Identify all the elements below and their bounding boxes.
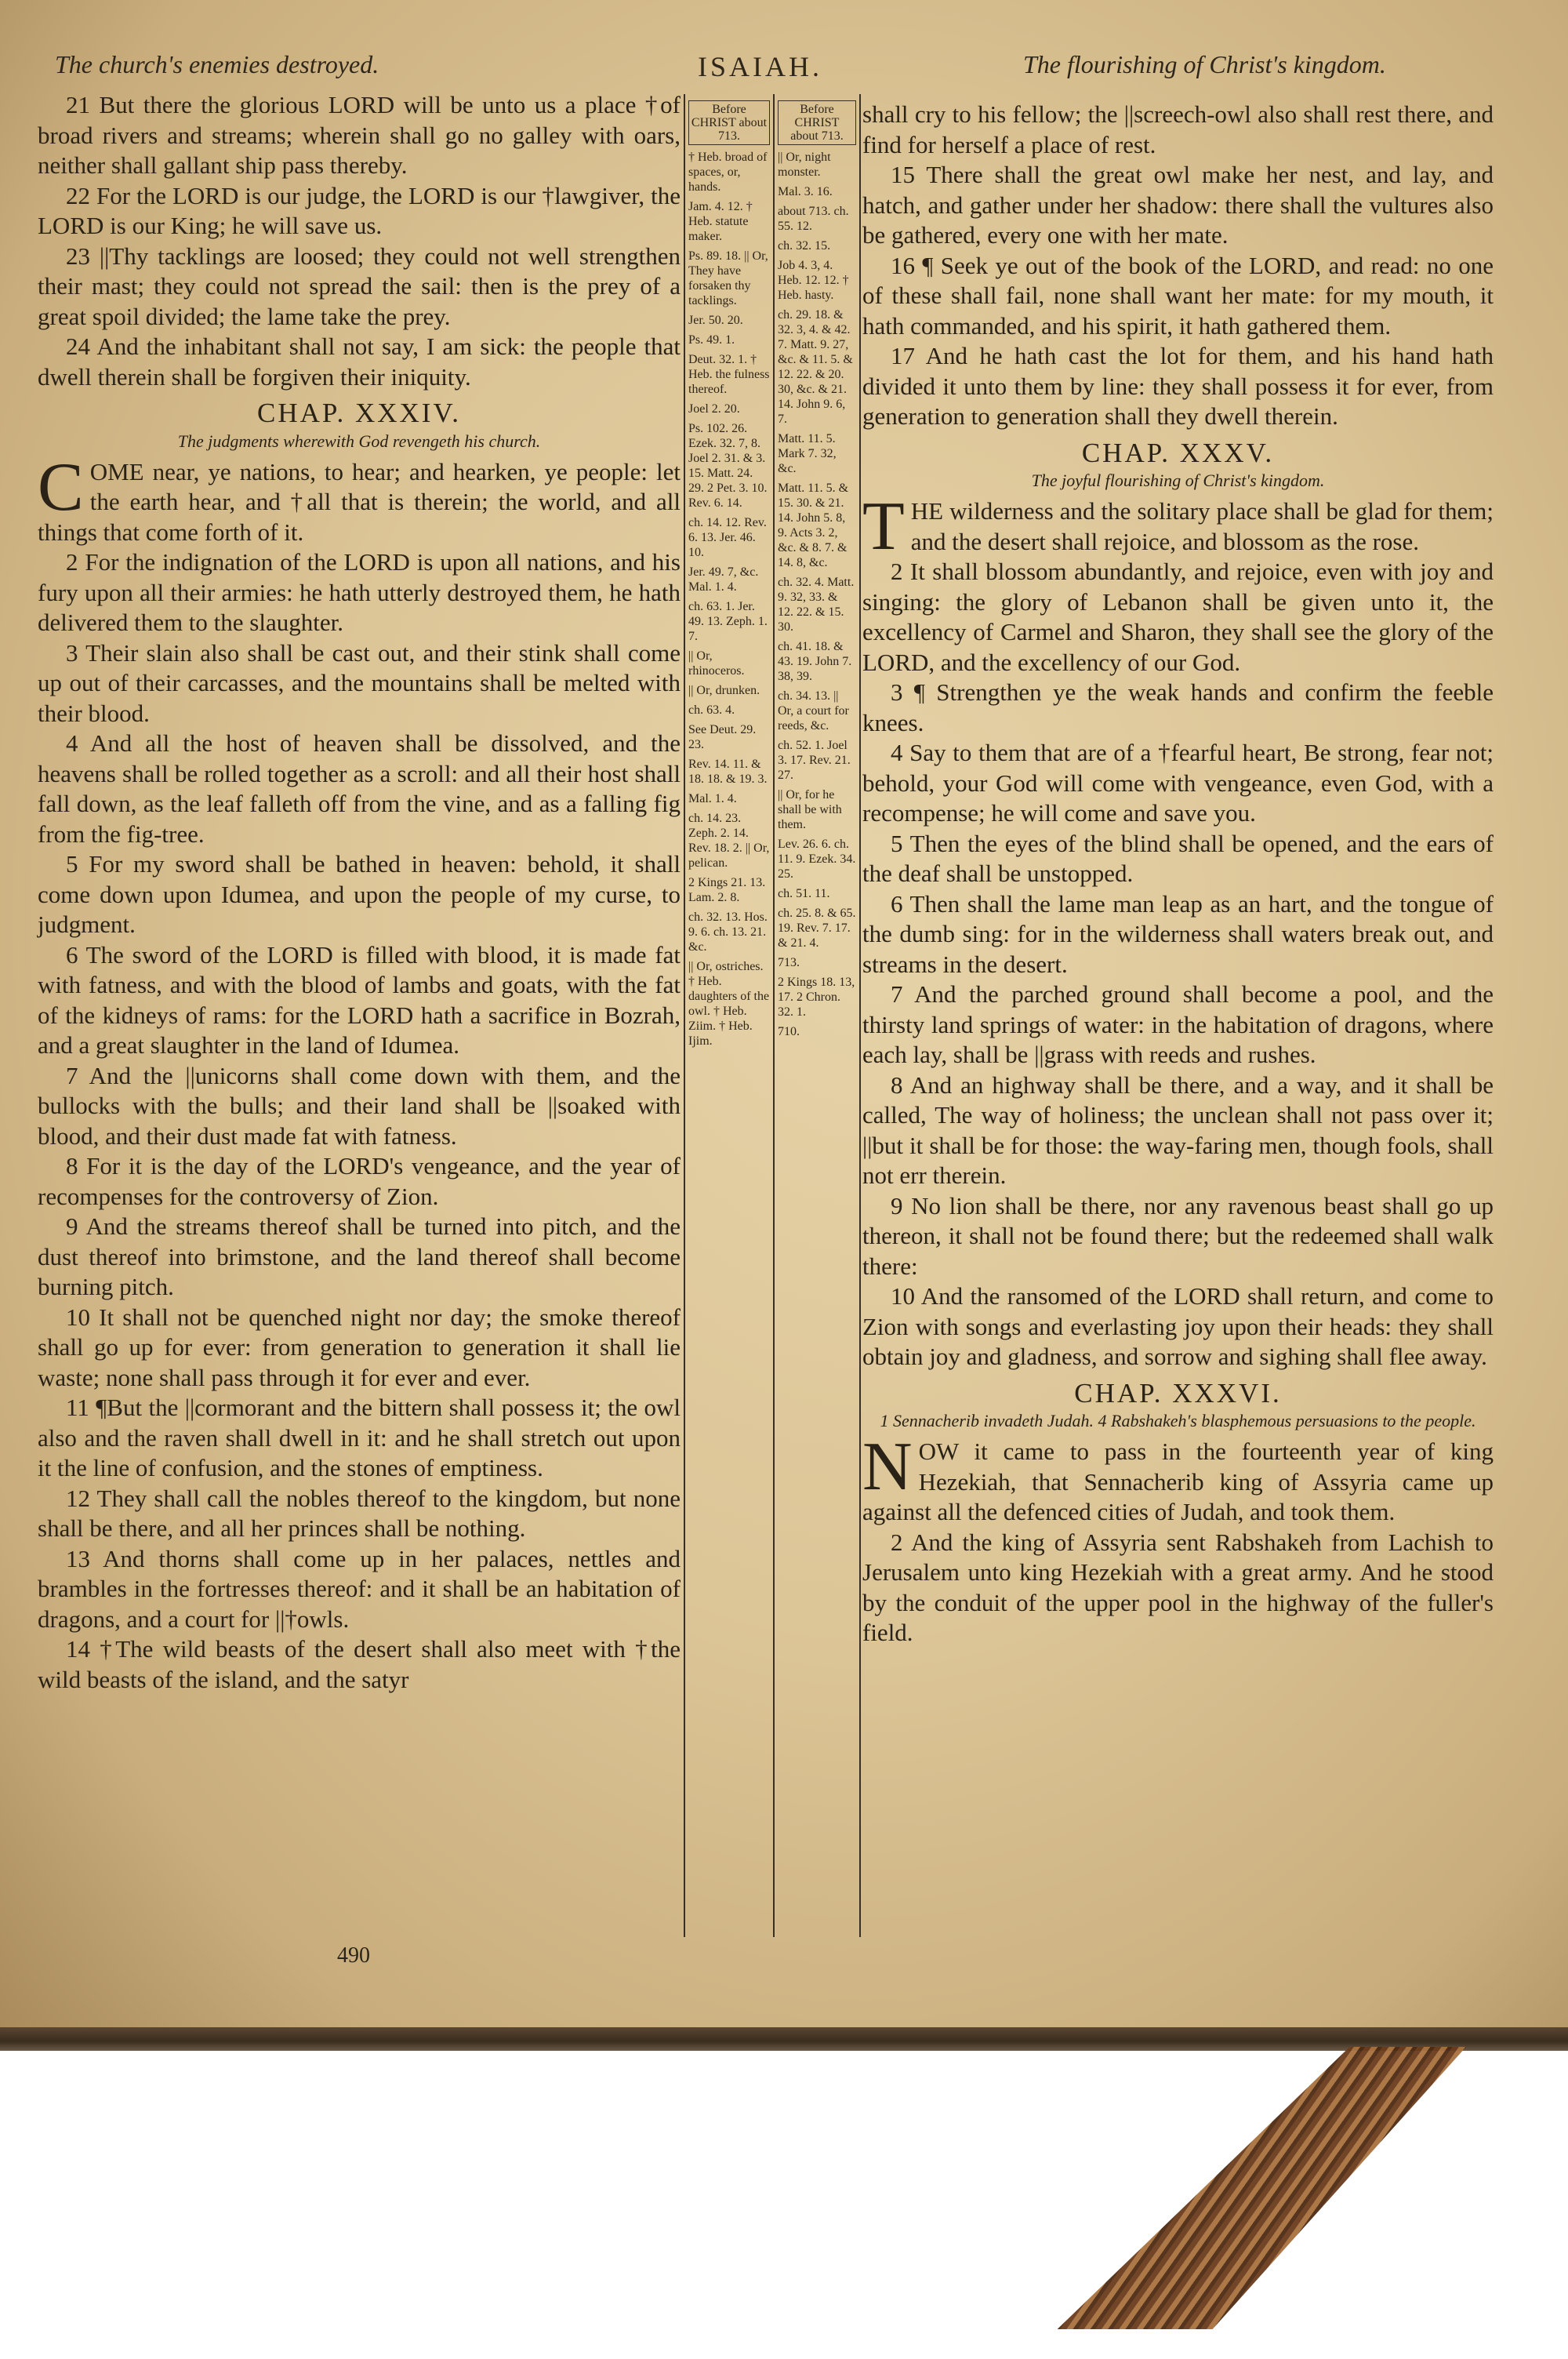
margin-note: || Or, night monster. [778, 151, 831, 179]
margin-note: Jer. 50. 20. [688, 314, 743, 327]
verse: 10 And the ransomed of the LORD shall return, and come to Zion with songs and everlasting joy upon their heads: they shall obtain joy and gladness, and sorrow and sighing shall flee away. [862, 1282, 1494, 1370]
margin-note: † Heb. broad of spaces, or, hands. [688, 151, 768, 194]
margin-note: Matt. 11. 5. Mark 7. 32, &c. [778, 432, 837, 475]
margin-note: 710. [778, 1025, 800, 1038]
verse: 15 There shall the great owl make her nest, and lay, and hatch, and gather under her shadow: there shall the vultures also be gathered, every one with her mate. [862, 161, 1494, 249]
margin-note: 713. [778, 956, 800, 969]
chapter-heading: CHAP. XXXVI. [1074, 1377, 1282, 1408]
verse: 7 And the parched ground shall become a pool, and the thirsty land springs of water: in the habitation of dragons, where each lay, shall be ||grass with reeds and rushes. [862, 980, 1494, 1068]
right-text-column [862, 100, 1494, 1648]
verse: 7 And the ||unicorns shall come down with them, and the bullocks with the bulls; and their land shall be ||soaked with blood, and their dust made fat with fatness. [38, 1061, 681, 1150]
margin-note: || Or, drunken. [688, 684, 760, 697]
verse: 6 The sword of the LORD is filled with blood, it is made fat with fatness, and with the blood of lambs and goats, with the fat of the kidneys of rams: for the LORD hath a sacrifice in Bozrah, and a great slaughter in the land of Idumea. [38, 940, 681, 1059]
margin-note: Job 4. 3, 4. Heb. 12. 12. † Heb. hasty. [778, 259, 849, 302]
verse: 10 It shall not be quenched night nor day; the smoke thereof shall go up for ever: from generation to generation it shall lie waste; none shall pass through it for ever and ever. [38, 1303, 681, 1391]
margin-note: See Deut. 29. 23. [688, 723, 757, 751]
left-text-column [38, 90, 681, 1695]
drop-cap: C [38, 449, 84, 525]
margin-note: ch. 63. 1. Jer. 49. 13. Zeph. 1. 7. [688, 600, 768, 643]
margin-note: ch. 14. 12. Rev. 6. 13. Jer. 46. 10. [688, 516, 767, 559]
verse: 11 ¶But the ||cormorant and the bittern shall possess it; the owl also and the raven shall dwell in it: and he shall stretch out upon it the line of confusion, and the stones of emptiness. [38, 1394, 681, 1481]
verse: COME near, ye nations, to hear; and hearken, ye people: let the earth hear, and †all that is therein; the world, and all things that come forth of it. [38, 449, 681, 546]
margin-note: Lev. 26. 6. ch. 11. 9. Ezek. 34. 25. [778, 838, 856, 881]
margin-note: Ps. 49. 1. [688, 333, 735, 347]
verse: THE wilderness and the solitary place shall be glad for them; and the desert shall rejoice, and blossom as the rose. [862, 489, 1494, 565]
margin-note: Deut. 32. 1. † Heb. the fulness thereof. [688, 353, 770, 396]
verse: 13 And thorns shall come up in her palaces, nettles and brambles in the fortresses thereof: and it shall be an habitation of dragons, and a court for ||†owls. [38, 1544, 681, 1633]
margin-note: ch. 25. 8. & 65. 19. Rev. 7. 17. & 21. 4. [778, 907, 856, 950]
margin-note: ch. 41. 18. & 43. 19. John 7. 38, 39. [778, 640, 852, 683]
margin-note: ch. 14. 23. Zeph. 2. 14. Rev. 18. 2. || Or, pelican. [688, 812, 770, 870]
drop-cap: N [862, 1429, 913, 1505]
verse: 5 For my sword shall be bathed in heaven: behold, it shall come down upon Idumea, and upon the people of my curse, to judgment. [38, 850, 681, 938]
margin-note: Jam. 4. 12. † Heb. statute maker. [688, 200, 753, 243]
verse: 2 It shall blossom abundantly, and rejoice, even with joy and singing: the glory of Lebanon shall be given unto it, the excellency of Carmel and Sharon, they shall see the glory of the LORD, and the excellency of our God. [862, 558, 1494, 676]
book-title: ISAIAH. [698, 51, 822, 82]
margin-note: ch. 32. 15. [778, 239, 831, 253]
margin-note: Jer. 49. 7, &c. Mal. 1. 4. [688, 565, 759, 594]
margin-note: ch. 32. 4. Matt. 9. 32, 33. & 12. 22. & 15. 30. [778, 576, 855, 634]
chapter-summary: The joyful flourishing of Christ's kingdom. [1031, 471, 1325, 490]
margin-note: ch. 51. 11. [778, 887, 830, 900]
verse: 17 And he hath cast the lot for them, and his hand hath divided it unto them by line: they shall possess it for ever, from generation to generation shall they dwell therein. [862, 342, 1494, 430]
verse: 8 And an highway shall be there, and a way, and it shall be called, The way of holiness; the unclean shall not pass over it; ||but it shall be for those: the way-faring men, though fools, shall not err therein. [862, 1070, 1494, 1189]
margin-note: ch. 32. 13. Hos. 9. 6. ch. 13. 21. &c. [688, 911, 768, 954]
column-rule [859, 94, 861, 1937]
column-rule [773, 94, 775, 1937]
verse: 8 For it is the day of the LORD's vengeance, and the year of recompenses for the controversy of Zion. [38, 1152, 681, 1210]
margin-note: about 713. ch. 55. 12. [778, 205, 849, 233]
margin-note: || Or, rhinoceros. [688, 649, 745, 678]
margin-note: Rev. 14. 11. & 18. 18. & 19. 3. [688, 758, 768, 786]
verse: 12 They shall call the nobles thereof to the kingdom, but none shall be there, and all her princes shall be nothing. [38, 1484, 681, 1542]
verse: 4 And all the host of heaven shall be dissolved, and the heavens shall be rolled together as a scroll: and all their host shall fall down, as the leaf falleth off from the vine, and as a falling fig from the fig-tree. [38, 729, 681, 848]
right-margin-references [778, 100, 856, 1044]
verse: 2 And the king of Assyria sent Rabshakeh from Lachish to Jerusalem unto king Hezekiah with a great army. And he stood by the conduit of the upper pool in the highway of the fuller's field. [862, 1528, 1494, 1646]
margin-note: Joel 2. 20. [688, 402, 740, 416]
verse: 3 Their slain also shall be cast out, and their stink shall come up out of their carcasses, and the mountains shall be melted with their blood. [38, 638, 681, 727]
chapter-summary: 1 Sennacherib invadeth Judah. 4 Rabshakeh's blasphemous persuasions to the people. [880, 1411, 1476, 1430]
verse: 4 Say to them that are of a †fearful heart, Be strong, fear not; behold, your God will come with vengeance, even God, with a recompense; he will come and save you. [862, 739, 1494, 827]
verse: 23 ||Thy tacklings are loosed; they could not well strengthen their mast; they could not spread the sail: then is the prey of a great spoil divided; the lame take the prey. [38, 242, 681, 330]
margin-note: Mal. 1. 4. [688, 792, 737, 805]
margin-note: Mal. 3. 16. [778, 185, 833, 198]
book-edge [0, 2027, 1568, 2051]
column-rule [684, 94, 685, 1937]
margin-note: || Or, for he shall be with them. [778, 788, 842, 831]
verse: 5 Then the eyes of the blind shall be opened, and the ears of the deaf shall be unstopped. [862, 829, 1494, 887]
margin-header: Before CHRIST about 713. [688, 100, 770, 145]
verse: NOW it came to pass in the fourteenth year of king Hezekiah, that Sennacherib king of Assyria came up against all the defenced cities of Judah, and took them. [862, 1429, 1494, 1525]
margin-note: Matt. 11. 5. & 15. 30. & 21. 14. John 5. 8, 9. Acts 3. 2, &c. & 8. 7. & 14. 8, &c. [778, 482, 849, 569]
verse: 14 †The wild beasts of the desert shall also meet with †the wild beasts of the island, and the satyr [38, 1635, 681, 1693]
drop-cap: T [862, 489, 905, 565]
margin-note: Ps. 89. 18. || Or, They have forsaken thy tacklings. [688, 249, 768, 307]
verse: 16 ¶ Seek ye out of the book of the LORD, and read: no one of these shall fail, none shall want her mate: for my mouth, it hath commanded, and his spirit, it hath gathered them. [862, 251, 1494, 340]
running-head-left: The church's enemies destroyed. [55, 50, 379, 78]
verse: 22 For the LORD is our judge, the LORD is our †lawgiver, the LORD is our King; he will save us. [38, 181, 681, 239]
verse: 9 No lion shall be there, nor any ravenous beast shall go up thereon, it shall not be found there; but the redeemed shall walk there: [862, 1191, 1494, 1280]
left-margin-references [688, 100, 770, 1053]
chapter-heading: CHAP. XXXV. [1081, 437, 1275, 468]
margin-note: ch. 29. 18. & 32. 3, 4. & 42. 7. Matt. 9. 27, &c. & 11. 5. & 12. 22. & 20. 30, &c. & 21. 14. John 9. 6, 7. [778, 308, 853, 426]
page-number: 490 [337, 1943, 370, 1968]
running-head-right: The flourishing of Christ's kingdom. [1023, 50, 1386, 78]
verse: 21 But there the glorious LORD will be unto us a place †of broad rivers and streams; wherein shall go no galley with oars, neither shall gallant ship pass thereby. [38, 91, 681, 179]
margin-header: Before CHRIST about 713. [778, 100, 856, 145]
verse: shall cry to his fellow; the ||screech-owl also shall rest there, and find for herself a place of rest. [862, 100, 1494, 158]
verse: 9 And the streams thereof shall be turned into pitch, and the dust thereof into brimstone, and the land thereof shall become burning pitch. [38, 1212, 681, 1300]
chapter-heading: CHAP. XXXIV. [257, 398, 461, 428]
margin-note: ch. 34. 13. || Or, a court for reeds, &c. [778, 689, 849, 732]
margin-note: 2 Kings 21. 13. Lam. 2. 8. [688, 876, 766, 904]
margin-note: ch. 63. 4. [688, 703, 735, 717]
margin-note: Ps. 102. 26. Ezek. 32. 7, 8. Joel 2. 31. & 3. 15. Matt. 24. 29. 2 Pet. 3. 10. Rev. 6. 14. [688, 422, 768, 510]
margin-note: ch. 52. 1. Joel 3. 17. Rev. 21. 27. [778, 739, 851, 782]
chapter-summary: The judgments wherewith God revengeth his church. [177, 431, 541, 451]
margin-note: 2 Kings 18. 13, 17. 2 Chron. 32. 1. [778, 976, 855, 1019]
margin-note: || Or, ostriches. † Heb. daughters of the owl. † Heb. Ziim. † Heb. Ijim. [688, 960, 770, 1048]
verse: 24 And the inhabitant shall not say, I am sick: the people that dwell therein shall be forgiven their iniquity. [38, 333, 681, 391]
verse: 3 ¶ Strengthen ye the weak hands and confirm the feeble knees. [862, 678, 1494, 736]
verse: 6 Then shall the lame man leap as an hart, and the tongue of the dumb sing: for in the wilderness shall waters break out, and streams in the desert. [862, 889, 1494, 978]
bookmark-ribbon [1058, 2047, 1466, 2329]
verse: 2 For the indignation of the LORD is upon all nations, and his fury upon all their armies: he hath utterly destroyed them, he hath delivered them to the slaughter. [38, 548, 681, 636]
